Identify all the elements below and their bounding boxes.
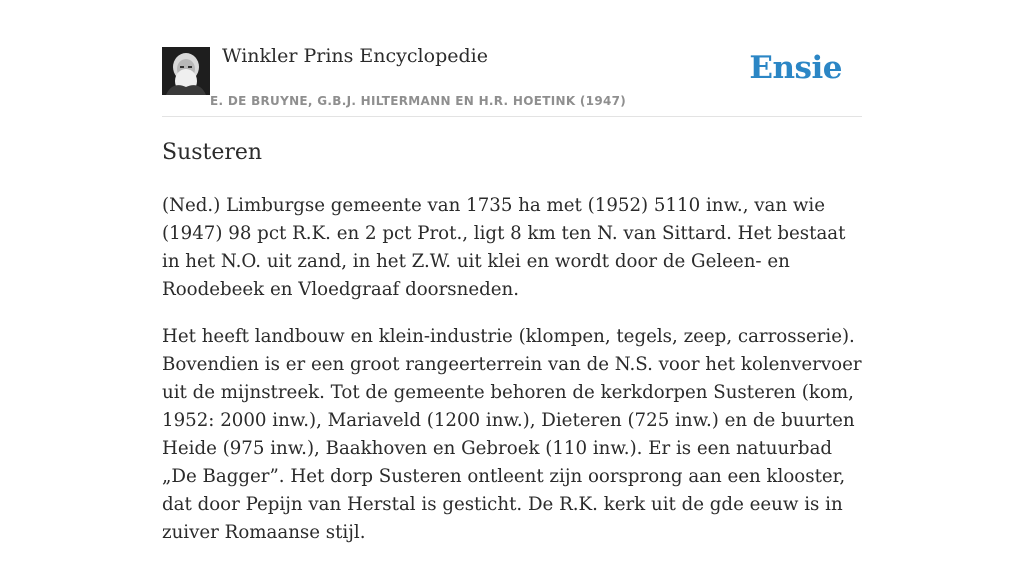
header [162,0,862,117]
article-paragraph: Het heeft landbouw en klein-industrie (klompen, tegels, zeep, carrosserie). Bovendien is er een groot rangeerterrein van de N.S. voor het kolenvervoer uit de mijnstreek. Tot de gemeente behoren de kerkdorpen Susteren (kom, 1952: 2000 inw.), Mariaveld (1200 inw.), Dieteren (725 inw.) en de buurten Heide (975 inw.), Baakhoven en Gebroek (110 inw.). Er is een natuurbad „De Bagger”. Het dorp Susteren ontleent zijn oorsprong aan een klooster, dat door Pepijn van Herstal is gesticht. De R.K. kerk uit de gde eeuw is in zuiver Romaanse stijl. [162,326,862,543]
author-avatar[interactable] [162,47,210,95]
ensie-logo[interactable]: Ensie [749,50,842,86]
encyclopedia-title[interactable]: Winkler Prins Encyclopedie [222,45,488,67]
article-paragraph: (Ned.) Limburgse gemeente van 1735 ha met (1952) 5110 inw., van wie (1947) 98 pct R.K. en 2 pct Prot., ligt 8 km ten N. van Sittard. Het bestaat in het N.O. uit zand, in het Z.W. uit klei en wordt door de Geleen- en Roodebeek en Vloedgraaf doorsneden. [162,195,846,300]
author-portrait-icon [162,47,210,95]
article-title: Susteren [162,140,263,165]
encyclopedia-authors: E. DE BRUYNE, G.B.J. HILTERMANN EN H.R. HOETINK (1947) [210,94,627,108]
page [162,0,862,543]
article-body [162,192,862,566]
